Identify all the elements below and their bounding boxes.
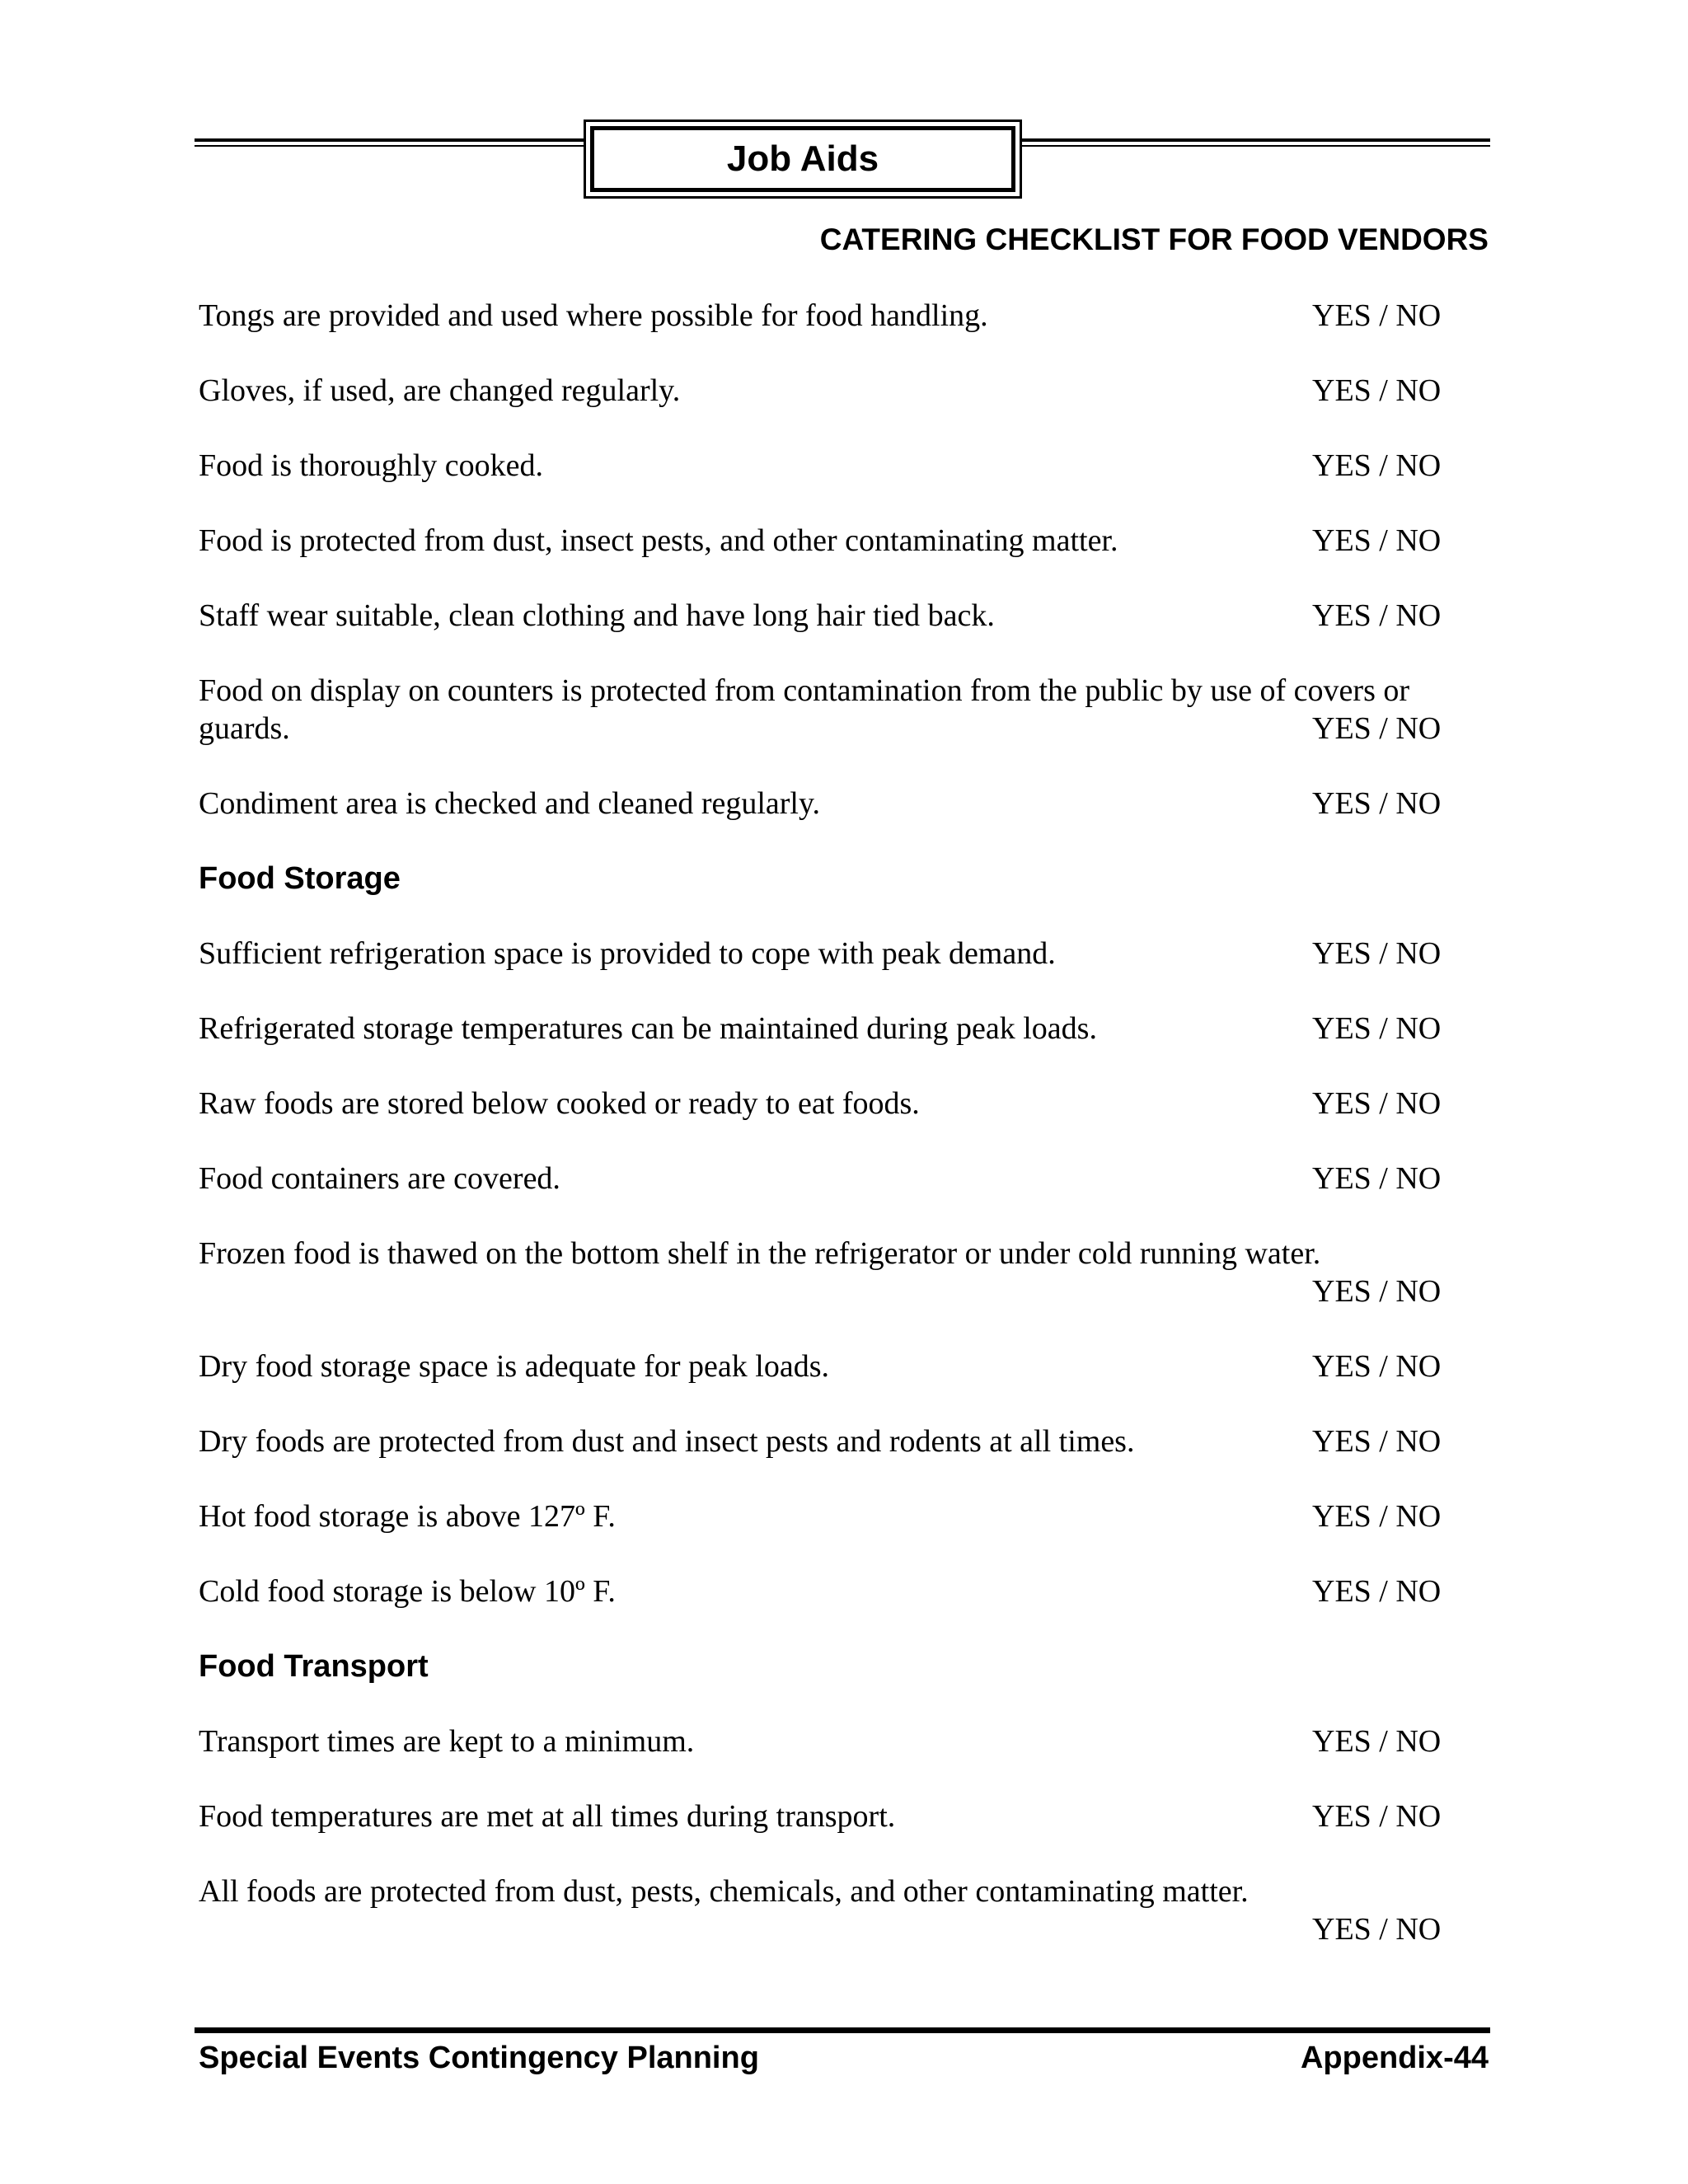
checklist-item <box>199 1572 1468 1622</box>
checklist-item <box>199 297 1468 346</box>
yes-no-answer: YES / NO <box>1312 1011 1442 1046</box>
checklist-item <box>199 935 1468 984</box>
checklist-item <box>199 785 1468 834</box>
checklist-item-text: Condiment area is checked and cleaned regularly. <box>199 786 821 821</box>
checklist-item-text: Dry foods are protected from dust and insect pests and rodents at all times. <box>199 1424 1135 1459</box>
yes-no-answer: YES / NO <box>1312 298 1442 333</box>
footer-document-name: Special Events Contingency Planning <box>199 2041 759 2075</box>
checklist-item-text: Raw foods are stored below cooked or ready to eat foods. <box>199 1086 920 1121</box>
checklist-item <box>199 1872 1468 1963</box>
header-rule-left <box>195 138 585 147</box>
yes-no-answer: YES / NO <box>1312 1424 1442 1459</box>
checklist-item-text: Gloves, if used, are changed regularly. <box>199 373 681 408</box>
section-header-label: Job Aids <box>590 126 1015 192</box>
checklist-item-text: Food containers are covered. <box>199 1161 560 1196</box>
yes-no-answer: YES / NO <box>1312 1912 1442 1947</box>
checklist-item <box>199 1010 1468 1059</box>
checklist-item <box>199 1085 1468 1134</box>
checklist-item <box>199 522 1468 571</box>
checklist-item-text: Staff wear suitable, clean clothing and have long hair tied back. <box>199 598 995 633</box>
checklist-item <box>199 1497 1468 1547</box>
checklist-item <box>199 597 1468 646</box>
section-heading-food-transport: Food Transport <box>199 1649 429 1684</box>
checklist-item-text: Sufficient refrigeration space is provided to cope with peak demand. <box>199 936 1056 971</box>
yes-no-answer: YES / NO <box>1312 598 1442 633</box>
footer-rule <box>195 2027 1490 2033</box>
yes-no-answer: YES / NO <box>1312 786 1442 821</box>
checklist-item <box>199 447 1468 496</box>
yes-no-answer: YES / NO <box>1312 1799 1442 1834</box>
section-header-box <box>584 120 1022 199</box>
yes-no-answer: YES / NO <box>1312 711 1442 746</box>
checklist-item-text: Frozen food is thawed on the bottom shelf in the refrigerator or under cold running water. <box>199 1236 1321 1271</box>
checklist-item-text: Food temperatures are met at all times during transport. <box>199 1799 896 1834</box>
checklist-item-text: Hot food storage is above 127º F. <box>199 1499 616 1534</box>
checklist-item <box>199 1797 1468 1847</box>
checklist-item-text: Dry food storage space is adequate for peak loads. <box>199 1349 829 1384</box>
yes-no-answer: YES / NO <box>1312 523 1442 558</box>
footer-page-number: Appendix-44 <box>1300 2041 1489 2075</box>
section-heading-food-storage: Food Storage <box>199 861 401 896</box>
yes-no-answer: YES / NO <box>1312 1349 1442 1384</box>
yes-no-answer: YES / NO <box>1312 1724 1442 1759</box>
checklist-item <box>199 1160 1468 1209</box>
yes-no-answer: YES / NO <box>1312 1161 1442 1196</box>
yes-no-answer: YES / NO <box>1312 936 1442 971</box>
header-rule-right <box>1020 138 1490 147</box>
checklist-item <box>199 1422 1468 1472</box>
checklist-item-text: Food on display on counters is protected from contamination from the public by use of covers or guards. <box>199 673 1410 746</box>
checklist-item <box>199 1722 1468 1772</box>
checklist-item-text: Food is thoroughly cooked. <box>199 448 543 483</box>
checklist-item-text: All foods are protected from dust, pests, chemicals, and other contaminating matter. <box>199 1874 1249 1909</box>
checklist-item-text: Transport times are kept to a minimum. <box>199 1724 695 1759</box>
checklist-item <box>199 1235 1468 1325</box>
checklist-item <box>199 1347 1468 1397</box>
checklist-item <box>199 372 1468 421</box>
checklist-item <box>199 672 1468 762</box>
checklist-item-text: Tongs are provided and used where possible for food handling. <box>199 298 988 333</box>
yes-no-answer: YES / NO <box>1312 448 1442 483</box>
yes-no-answer: YES / NO <box>1312 373 1442 408</box>
document-title: CATERING CHECKLIST FOR FOOD VENDORS <box>819 223 1489 256</box>
yes-no-answer: YES / NO <box>1312 1499 1442 1534</box>
yes-no-answer: YES / NO <box>1312 1574 1442 1609</box>
checklist-item-text: Refrigerated storage temperatures can be maintained during peak loads. <box>199 1011 1097 1046</box>
yes-no-answer: YES / NO <box>1312 1274 1442 1309</box>
checklist-item-text: Cold food storage is below 10º F. <box>199 1574 616 1609</box>
yes-no-answer: YES / NO <box>1312 1086 1442 1121</box>
checklist-item-text: Food is protected from dust, insect pests, and other contaminating matter. <box>199 523 1118 558</box>
